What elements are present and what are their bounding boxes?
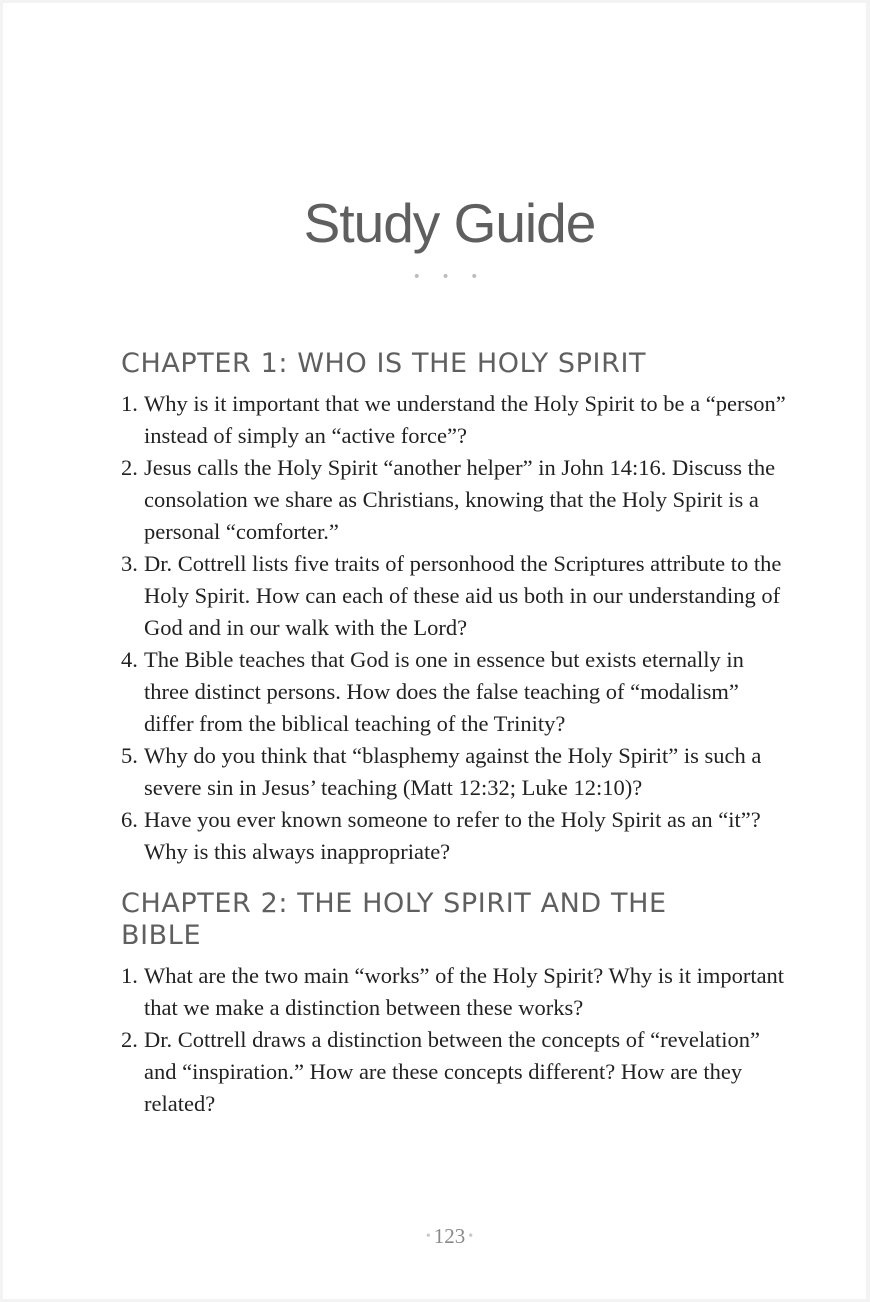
question-item <box>121 804 791 868</box>
chapter-heading: CHAPTER 1: WHO IS THE HOLY SPIRIT <box>121 348 647 379</box>
question-number: 6. <box>121 807 138 832</box>
folio-dot-right: • <box>468 1229 474 1244</box>
question-number: 5. <box>121 743 138 768</box>
question-item <box>121 452 791 548</box>
chapter-heading: CHAPTER 2: THE HOLY SPIRIT AND THE BIBLE <box>121 888 667 951</box>
question-number: 3. <box>121 551 138 576</box>
question-text: Dr. Cottrell draws a distinction between the concepts of “revelation” and “inspiration.” How are these concepts different? How are they related? <box>144 1027 761 1116</box>
question-text: What are the two main “works” of the Holy Spirit? Why is it important that we make a distinction between these works? <box>144 963 785 1020</box>
question-item <box>121 548 791 644</box>
page-number: 123 <box>433 1224 466 1248</box>
question-item <box>121 644 791 740</box>
question-number: 1. <box>121 963 138 988</box>
title-ornament: • • • <box>412 269 487 285</box>
question-item <box>121 740 791 804</box>
question-list <box>121 960 791 1120</box>
question-number: 1. <box>121 391 138 416</box>
page-title: Study Guide <box>303 192 596 254</box>
study-guide-content <box>121 348 791 1120</box>
question-item <box>121 960 791 1024</box>
question-text: Dr. Cottrell lists five traits of personhood the Scriptures attribute to the Holy Spirit. How can each of these aid us both in our understanding of God and in our walk with the Lord? <box>144 551 782 640</box>
question-number: 4. <box>121 647 138 672</box>
question-text: The Bible teaches that God is one in essence but exists eternally in three distinct persons. How does the false teaching of “modalism” differ from the biblical teaching of the Trinity? <box>144 647 744 736</box>
chapter-2-section <box>121 888 791 1120</box>
question-item <box>121 388 791 452</box>
folio-dot-left: • <box>425 1229 431 1244</box>
question-list <box>121 388 791 868</box>
book-page <box>3 3 866 1299</box>
page-number-footer <box>3 1224 870 1249</box>
question-number: 2. <box>121 1027 138 1052</box>
chapter-1-section <box>121 348 791 868</box>
question-item <box>121 1024 791 1120</box>
question-number: 2. <box>121 455 138 480</box>
question-text: Jesus calls the Holy Spirit “another helper” in John 14:16. Discuss the consolation we share as Christians, knowing that the Holy Spirit is a personal “comforter.” <box>144 455 776 544</box>
question-text: Have you ever known someone to refer to the Holy Spirit as an “it”? Why is this always inappropriate? <box>144 807 761 864</box>
question-text: Why do you think that “blasphemy against the Holy Spirit” is such a severe sin in Jesus’ teaching (Matt 12:32; Luke 12:10)? <box>144 743 762 800</box>
question-text: Why is it important that we understand the Holy Spirit to be a “person” instead of simply an “active force”? <box>144 391 786 448</box>
